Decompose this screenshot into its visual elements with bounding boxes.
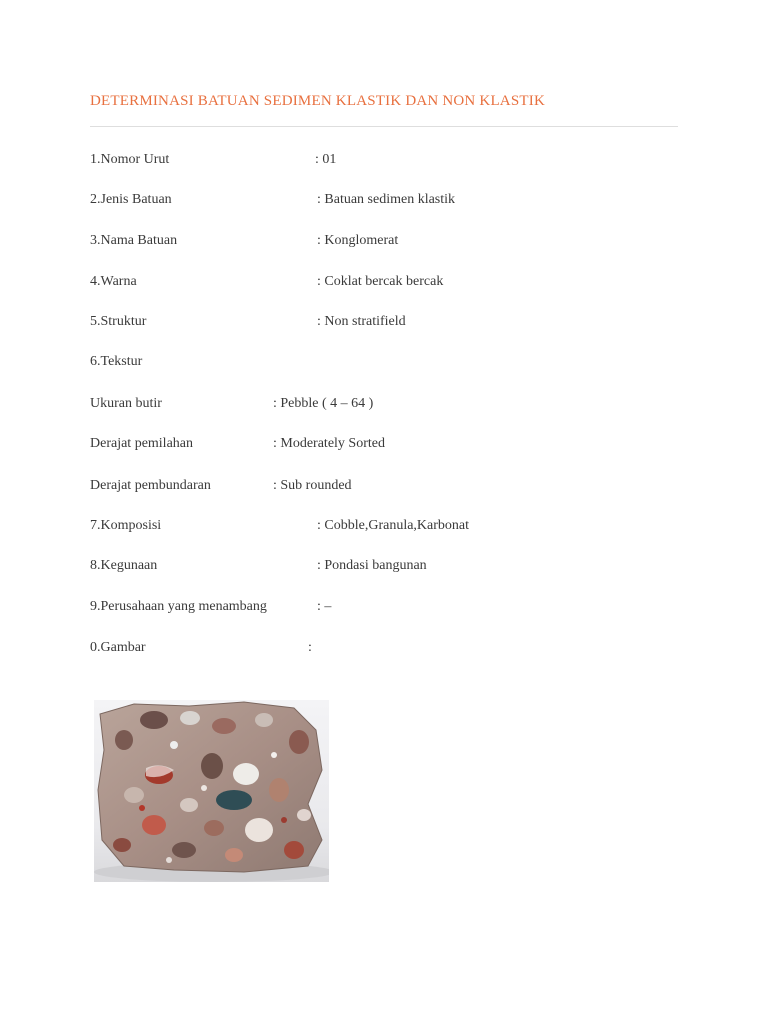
field-label: 1.Nomor Urut — [90, 152, 170, 167]
field-label: 9.Perusahaan yang menambang — [90, 599, 267, 614]
field-value: : Coklat bercak bercak — [317, 274, 444, 289]
field-label: 6.Tekstur — [90, 354, 143, 369]
field-value: : — [308, 640, 312, 655]
field-label: Derajat pembundaran — [90, 478, 211, 493]
conglomerate-rock-photo — [94, 700, 329, 882]
field-value: : Cobble,Granula,Karbonat — [317, 518, 470, 533]
field-label: 2.Jenis Batuan — [90, 192, 172, 207]
field-label: 4.Warna — [90, 274, 137, 289]
field-value: : Batuan sedimen klastik — [317, 192, 456, 207]
field-label: 5.Struktur — [90, 314, 147, 329]
field-label: Derajat pemilahan — [90, 436, 194, 451]
page-title: DETERMINASI BATUAN SEDIMEN KLASTIK DAN NON KLASTIK — [90, 93, 545, 109]
field-value: : Non stratifield — [317, 314, 406, 329]
field-value: : 01 — [315, 152, 337, 167]
field-value: : Sub rounded — [273, 478, 352, 493]
field-value: : – — [317, 599, 332, 614]
field-value: : Pondasi bangunan — [317, 558, 427, 573]
field-label: 3.Nama Batuan — [90, 233, 178, 248]
field-value: : Pebble ( 4 – 64 ) — [273, 396, 374, 411]
field-value: : Konglomerat — [317, 233, 399, 248]
field-label: 7.Komposisi — [90, 518, 162, 533]
title-divider — [90, 126, 678, 127]
field-label: Ukuran butir — [90, 396, 162, 411]
field-label: 8.Kegunaan — [90, 558, 158, 573]
field-label: 0.Gambar — [90, 640, 146, 655]
field-value: : Moderately Sorted — [273, 436, 385, 451]
